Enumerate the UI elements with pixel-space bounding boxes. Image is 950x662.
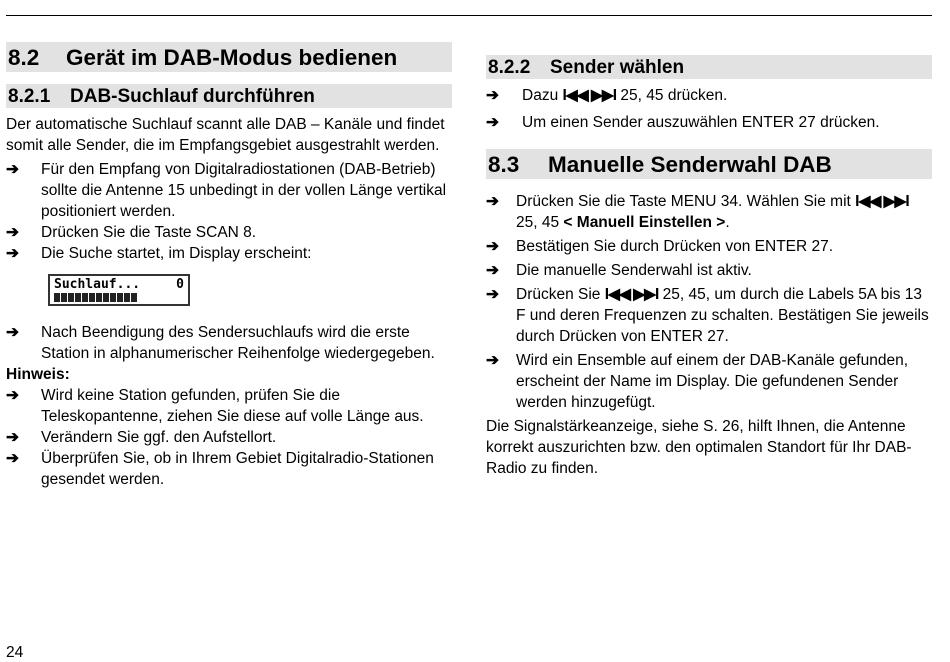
list-item — [486, 236, 932, 257]
list-item-text: Drücken Sie die Taste SCAN 8. — [41, 224, 257, 241]
right-column — [486, 55, 932, 479]
skip-buttons-symbol: I◀◀ ▶▶I — [562, 87, 617, 104]
list-item-text: Für den Empfang von Digitalradiostationen (DAB-Betrieb) sollte die Antenne 15 unbedingt in der vollen Länge vertikal positioniert werden. — [41, 161, 447, 220]
list-item — [6, 222, 452, 243]
list-item-text: Wird ein Ensemble auf einem der DAB-Kanäle gefunden, erscheint der Name im Display. Die gefundenen Sender werden hinzugefügt. — [516, 352, 909, 411]
page-number: 24 — [6, 644, 24, 661]
arrow-right-icon: ➔ — [6, 387, 19, 404]
list-item-text: Überprüfen Sie, ob in Ihrem Gebiet Digitalradio-Stationen gesendet werden. — [41, 450, 434, 488]
list-item — [6, 385, 452, 427]
subsection-number: 8.2.1 — [8, 86, 51, 107]
subsection-title: Sender wählen — [550, 57, 685, 78]
section-heading-8-2 — [6, 42, 452, 72]
subsection-heading-8-2-1 — [6, 84, 452, 108]
progress-segment — [68, 293, 74, 302]
list-item-text: 25, 45, um durch die Labels 5A bis 13 F und deren Frequenzen zu schalten. Bestätigen Sie jeweils durch Drücken von ENTER 27. — [516, 286, 929, 345]
arrow-right-icon: ➔ — [6, 161, 19, 178]
list-item — [486, 191, 932, 233]
arrow-right-icon: ➔ — [486, 262, 499, 279]
list-item — [486, 260, 932, 281]
arrow-right-icon: ➔ — [486, 193, 499, 210]
arrow-right-icon: ➔ — [6, 429, 19, 446]
progress-segment — [110, 293, 116, 302]
progress-segment — [103, 293, 109, 302]
progress-segment — [82, 293, 88, 302]
list-item-text: Drücken Sie die Taste MENU 34. Wählen Sie mit — [516, 193, 851, 210]
subsection-heading-8-2-2 — [486, 55, 932, 79]
progress-segment — [89, 293, 95, 302]
skip-buttons-symbol: I◀◀ ▶▶I — [604, 286, 659, 303]
subsection-number: 8.2.2 — [488, 57, 531, 78]
list-item-text: Verändern Sie ggf. den Aufstellort. — [41, 429, 277, 446]
display-count: 0 — [176, 277, 184, 292]
arrow-right-icon: ➔ — [486, 114, 499, 131]
progress-segment — [61, 293, 67, 302]
list-item-text: Nach Beendigung des Sendersuchlaufs wird die erste Station in alphanumerischer Reihenfolge wiedergegeben. — [41, 324, 435, 362]
progress-segment — [124, 293, 130, 302]
arrow-right-icon: ➔ — [486, 87, 499, 104]
section-title: Gerät im DAB-Modus bedienen — [66, 45, 398, 70]
menu-option-label: < Manuell Einstellen > — [563, 214, 726, 231]
arrow-right-icon: ➔ — [6, 450, 19, 467]
list-item — [6, 243, 452, 264]
list-item-text: Die Suche startet, im Display erscheint: — [41, 245, 312, 262]
progress-segment — [131, 293, 137, 302]
section-number: 8.3 — [488, 152, 520, 177]
list-item — [486, 85, 932, 106]
list-item — [486, 350, 932, 413]
subsection-title: DAB-Suchlauf durchführen — [70, 86, 315, 107]
list-item-text: 25, 45 — [516, 214, 560, 231]
display-progress-bar — [54, 293, 184, 302]
list-item — [6, 159, 452, 222]
list-item-text: Die manuelle Senderwahl ist aktiv. — [516, 262, 752, 279]
progress-segment — [75, 293, 81, 302]
list-item-text: Wird keine Station gefunden, prüfen Sie die Teleskopantenne, ziehen Sie diese auf volle Länge aus. — [41, 387, 424, 425]
left-column — [6, 40, 452, 490]
list-item-text: . — [725, 214, 730, 231]
section-number: 8.2 — [8, 45, 40, 70]
arrow-right-icon: ➔ — [486, 352, 499, 369]
arrow-right-icon: ➔ — [6, 224, 19, 241]
list-item-text: Dazu — [522, 87, 559, 104]
progress-segment — [54, 293, 60, 302]
skip-buttons-symbol: I◀◀ ▶▶I — [855, 193, 909, 210]
closing-paragraph: Die Signalstärkeanzeige, siehe S. 26, hilft Ihnen, die Antenne korrekt auszurichten bzw. den optimalen Standort für Ihr DAB-Radio zu finden. — [486, 418, 912, 477]
list-item-text: 25, 45 drücken. — [620, 87, 728, 104]
arrow-right-icon: ➔ — [6, 324, 19, 341]
list-item — [486, 284, 932, 347]
progress-segment — [117, 293, 123, 302]
display-text: Suchlauf... — [54, 277, 141, 292]
arrow-right-icon: ➔ — [6, 245, 19, 262]
progress-segment — [96, 293, 102, 302]
list-item-text: Um einen Sender auszuwählen ENTER 27 drücken. — [522, 114, 880, 131]
note-label: Hinweis: — [6, 366, 70, 383]
list-item — [486, 112, 932, 133]
section-heading-8-3 — [486, 149, 932, 179]
list-item — [6, 322, 452, 364]
arrow-right-icon: ➔ — [486, 238, 499, 255]
intro-paragraph: Der automatische Suchlauf scannt alle DAB – Kanäle und findet somit alle Sender, die im Empfangsgebiet ausgestrahlt werden. — [6, 116, 445, 154]
arrow-right-icon: ➔ — [486, 286, 499, 303]
list-item-text: Drücken Sie — [516, 286, 601, 303]
top-rule — [6, 15, 932, 16]
list-item — [6, 427, 452, 448]
list-item — [6, 448, 452, 490]
list-item-text: Bestätigen Sie durch Drücken von ENTER 27. — [516, 238, 834, 255]
display-illustration — [48, 274, 190, 306]
section-title: Manuelle Senderwahl DAB — [548, 152, 832, 177]
